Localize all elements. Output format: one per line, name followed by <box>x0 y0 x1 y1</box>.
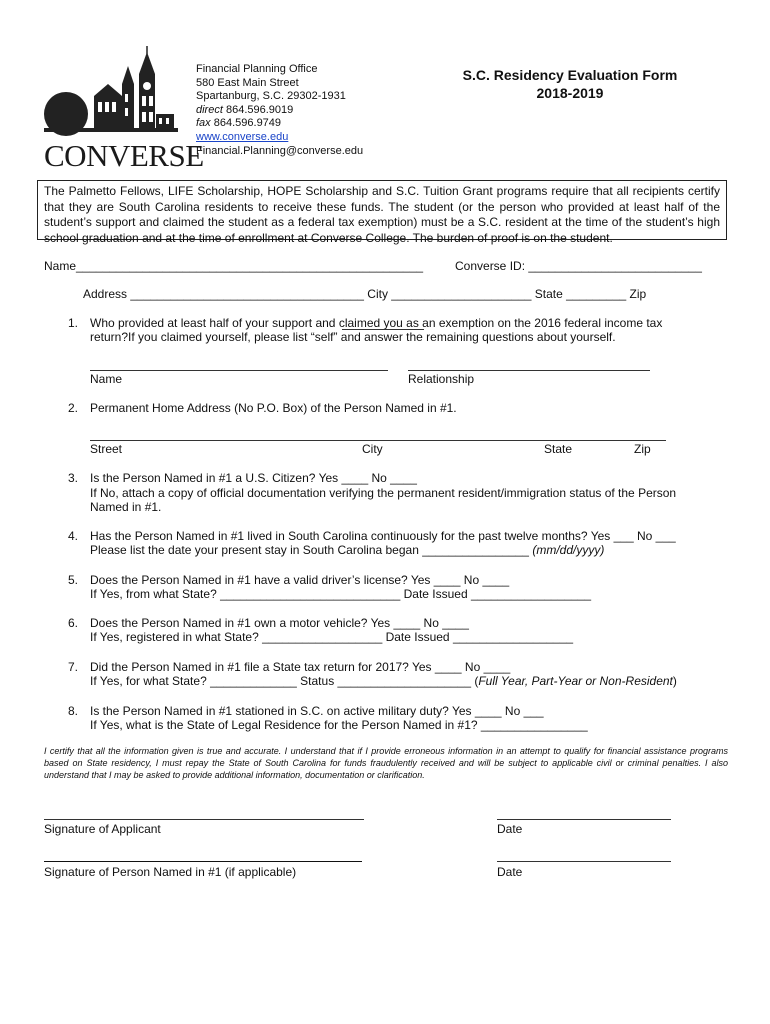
direct-label: direct <box>196 103 223 116</box>
applicant-date-line[interactable] <box>497 819 671 820</box>
certification-statement: I certify that all the information given is true and accurate. I understand that if I provide erroneous information in an attempt to qualify for financial assistance programs based on State residency, I must repay the State of South Carolina for funds fraudulently received and will be subject to applicable civil or criminal penalties. I also understand that I may be asked to provide additional information, documentation or clarification. <box>44 746 728 780</box>
applicant-date-label: Date <box>497 822 523 836</box>
question-number: 5. <box>68 573 79 587</box>
question-1-line-1: Who provided at least half of your support and claimed you as an exemption on the 2016 federal income tax <box>90 316 663 330</box>
office-fax <box>196 117 363 131</box>
question-8-line-2[interactable]: If Yes, what is the State of Legal Residence for the Person Named in #1? ________________ <box>90 718 588 732</box>
building-icon <box>44 44 178 144</box>
question-5-line-1[interactable]: Does the Person Named in #1 have a valid driver’s license? Yes ____ No ____ <box>90 573 510 587</box>
question-4-line-2[interactable] <box>90 543 604 558</box>
name-field[interactable]: Name____________________________________________________ <box>44 259 424 273</box>
direct-number: 864.596.9019 <box>225 103 294 116</box>
question-3-line-1[interactable]: Is the Person Named in #1 a U.S. Citizen? Yes ____ No ____ <box>90 471 417 485</box>
question-number: 1. <box>68 316 79 330</box>
applicant-signature-line[interactable] <box>44 819 364 820</box>
question-number: 7. <box>68 660 79 674</box>
person1-date-label: Date <box>497 865 523 879</box>
question-7-line-2-text: If Yes, for what State? _____________ Status ____________________ ( <box>90 674 479 688</box>
form-year: 2018-2019 <box>536 85 604 101</box>
question-number: 3. <box>68 471 79 485</box>
question-5-line-2[interactable]: If Yes, from what State? ___________________________ Date Issued __________________ <box>90 587 592 601</box>
q1-name-line[interactable] <box>90 370 388 371</box>
question-1-line-2: return?If you claimed yourself, please list “self” and answer the remaining questions about yourself. <box>90 330 616 344</box>
website-link[interactable]: www.converse.edu <box>196 130 289 143</box>
form-title-block <box>430 66 710 102</box>
question-6-line-1[interactable]: Does the Person Named in #1 own a motor vehicle? Yes ____ No ____ <box>90 616 469 630</box>
fax-number: 864.596.9749 <box>213 117 282 130</box>
office-email[interactable]: Financial.Planning@converse.edu <box>196 144 364 157</box>
person1-signature-label: Signature of Person Named in #1 (if applicable) <box>44 865 297 879</box>
office-city: Spartanburg, S.C. 29302-1931 <box>196 90 346 103</box>
question-7-line-2[interactable] <box>90 674 677 689</box>
applicant-signature-label: Signature of Applicant <box>44 822 161 836</box>
question-4-line-2-text: Please list the date your present stay in South Carolina began ________________ <box>90 543 529 557</box>
q1-relationship-line[interactable] <box>408 370 650 371</box>
q2-address-line[interactable] <box>90 440 666 441</box>
q1-relationship-label: Relationship <box>408 372 475 386</box>
person1-date-line[interactable] <box>497 861 671 862</box>
address-field[interactable]: Address ___________________________________ City _____________________ State _________ Zip <box>83 287 647 301</box>
question-3-line-2: If No, attach a copy of official documentation verifying the permanent resident/immigration status of the Person <box>90 486 677 500</box>
question-7-line-1[interactable]: Did the Person Named in #1 file a State tax return for 2017? Yes ____ No ____ <box>90 660 511 674</box>
form-title: S.C. Residency Evaluation Form <box>462 67 678 83</box>
question-number: 6. <box>68 616 79 630</box>
status-options-hint: Full Year, Part-Year or Non-Resident <box>478 674 673 688</box>
date-format-hint: (mm/dd/yyyy) <box>532 543 605 557</box>
question-3-line-3: Named in #1. <box>90 500 162 514</box>
converse-id-field[interactable]: Converse ID: __________________________ <box>455 259 702 273</box>
question-8-line-1[interactable]: Is the Person Named in #1 stationed in S.C. on active military duty? Yes ____ No ___ <box>90 704 544 718</box>
office-name: Financial Planning Office <box>196 63 318 75</box>
office-contact-block <box>196 63 363 158</box>
question-number: 2. <box>68 401 79 415</box>
question-number: 4. <box>68 529 79 543</box>
q2-state-label: State <box>544 442 573 456</box>
q2-zip-label: Zip <box>634 442 651 456</box>
office-direct <box>196 104 363 118</box>
question-number: 8. <box>68 704 79 718</box>
question-6-line-2[interactable]: If Yes, registered in what State? __________________ Date Issued __________________ <box>90 630 574 644</box>
q1-name-label: Name <box>90 372 123 386</box>
office-street: 580 East Main Street <box>196 76 299 89</box>
logo-wordmark: CONVERSE <box>44 138 204 173</box>
q2-street-label: Street <box>90 442 123 456</box>
close-paren: ) <box>672 674 677 688</box>
residency-notice: The Palmetto Fellows, LIFE Scholarship, HOPE Scholarship and S.C. Tuition Grant programs require that all recipients certify that they are South Carolina residents to receive these funds. The student (or the person who provided at least half of the student’s support and claimed the student as a federal tax exemption) must be a S.C. resident at the time of the student’s high school graduation and at the time of enrollment at Converse College. The burden of proof is on the student. <box>37 180 727 240</box>
q2-city-label: City <box>362 442 383 456</box>
question-4-line-1[interactable]: Has the Person Named in #1 lived in South Carolina continuously for the past twelve months? Yes ___ No ___ <box>90 529 676 543</box>
fax-label: fax <box>196 117 211 130</box>
person1-signature-line[interactable] <box>44 861 362 862</box>
question-2-line-1: Permanent Home Address (No P.O. Box) of the Person Named in #1. <box>90 401 457 415</box>
